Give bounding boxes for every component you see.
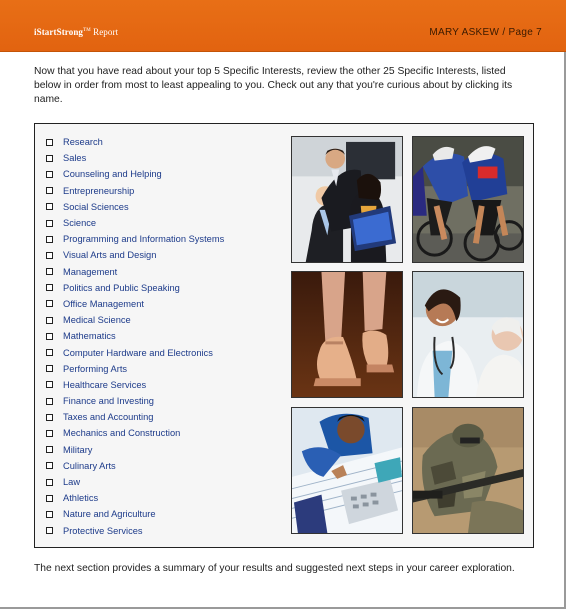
brand-name: iStartStrong (34, 27, 84, 37)
interest-link[interactable]: Law (63, 477, 81, 488)
photo-soldier (412, 407, 524, 534)
interest-item[interactable] (46, 166, 224, 182)
interest-item[interactable] (46, 328, 224, 344)
interest-link[interactable]: Visual Arts and Design (63, 250, 157, 261)
photo-business-team (291, 136, 403, 263)
checkbox-icon[interactable] (46, 187, 53, 194)
checkbox-icon[interactable] (46, 139, 53, 146)
brand-trademark: TM (83, 28, 91, 33)
interest-link[interactable]: Office Management (63, 298, 144, 309)
interest-item[interactable] (46, 393, 224, 409)
checkbox-icon[interactable] (46, 317, 53, 324)
interest-item[interactable] (46, 361, 224, 377)
interest-item[interactable] (46, 312, 224, 328)
checkbox-icon[interactable] (46, 446, 53, 453)
checkbox-icon[interactable] (46, 430, 53, 437)
interest-item[interactable] (46, 280, 224, 296)
checkbox-icon[interactable] (46, 479, 53, 486)
checkbox-icon[interactable] (46, 414, 53, 421)
interest-item[interactable] (46, 523, 224, 539)
photo-ballet-dancer (291, 271, 403, 398)
interest-item[interactable] (46, 409, 224, 425)
checkbox-icon[interactable] (46, 381, 53, 388)
photo-accountant (291, 407, 403, 534)
brand-suffix: Report (90, 27, 119, 37)
interest-link[interactable]: Computer Hardware and Electronics (63, 347, 213, 358)
header-separator: / (502, 27, 506, 38)
interest-item[interactable] (46, 506, 224, 522)
interest-item[interactable] (46, 425, 224, 441)
interest-item[interactable] (46, 296, 224, 312)
person-name: MARY ASKEW (429, 27, 500, 38)
report-header (0, 0, 566, 52)
interest-link[interactable]: Healthcare Services (63, 379, 147, 390)
checkbox-icon[interactable] (46, 398, 53, 405)
interest-link[interactable]: Entrepreneurship (63, 185, 135, 196)
interest-link[interactable]: Culinary Arts (63, 460, 116, 471)
report-brand (34, 27, 118, 37)
interest-item[interactable] (46, 377, 224, 393)
checkbox-icon[interactable] (46, 511, 53, 518)
interest-link[interactable]: Performing Arts (63, 363, 128, 374)
checkbox-icon[interactable] (46, 220, 53, 227)
interest-link[interactable]: Mathematics (63, 331, 116, 342)
interest-link[interactable]: Medical Science (63, 315, 131, 326)
interest-link[interactable]: Social Sciences (63, 201, 129, 212)
checkbox-icon[interactable] (46, 333, 53, 340)
interest-item[interactable] (46, 442, 224, 458)
checkbox-icon[interactable] (46, 495, 53, 502)
interest-item[interactable] (46, 490, 224, 506)
interest-link[interactable]: Research (63, 137, 103, 148)
checkbox-icon[interactable] (46, 203, 53, 210)
checkbox-icon[interactable] (46, 284, 53, 291)
checkbox-icon[interactable] (46, 236, 53, 243)
interest-item[interactable] (46, 247, 224, 263)
interest-item[interactable] (46, 231, 224, 247)
interest-link[interactable]: Protective Services (63, 525, 143, 536)
photo-nurse-patient (412, 271, 524, 398)
interest-item[interactable] (46, 199, 224, 215)
interest-item[interactable] (46, 134, 224, 150)
intro-text: Now that you have read about your top 5 Specific Interests, review the other 25 Specific Interests, listed below in order from most to least appealing to you. Check out any that you're curious about by clicking its name. (34, 66, 513, 105)
checkbox-icon[interactable] (46, 527, 53, 534)
footer-text: The next section provides a summary of your results and suggested next steps in your career exploration. (34, 563, 515, 574)
checkbox-icon[interactable] (46, 268, 53, 275)
interest-link[interactable]: Sales (63, 153, 87, 164)
interest-item[interactable] (46, 344, 224, 360)
interest-item[interactable] (46, 474, 224, 490)
interest-link[interactable]: Programming and Information Systems (63, 234, 225, 245)
checkbox-icon[interactable] (46, 171, 53, 178)
interest-item[interactable] (46, 458, 224, 474)
photo-cyclists (412, 136, 524, 263)
page-label (429, 27, 542, 38)
interest-link[interactable]: Nature and Agriculture (63, 509, 156, 520)
interest-link[interactable]: Management (63, 266, 118, 277)
interest-link[interactable]: Politics and Public Speaking (63, 282, 180, 293)
interest-link[interactable]: Finance and Investing (63, 396, 154, 407)
interest-link[interactable]: Science (63, 218, 97, 229)
interest-link[interactable]: Military (63, 444, 93, 455)
checkbox-icon[interactable] (46, 252, 53, 259)
interest-link[interactable]: Mechanics and Construction (63, 428, 181, 439)
checkbox-icon[interactable] (46, 155, 53, 162)
interest-link[interactable]: Counseling and Helping (63, 169, 162, 180)
checkbox-icon[interactable] (46, 365, 53, 372)
checkbox-icon[interactable] (46, 349, 53, 356)
interest-item[interactable] (46, 264, 224, 280)
interest-item[interactable] (46, 150, 224, 166)
interest-item[interactable] (46, 183, 224, 199)
checkbox-icon[interactable] (46, 300, 53, 307)
interests-list (46, 134, 224, 539)
page-number: Page 7 (508, 27, 542, 38)
interest-item[interactable] (46, 215, 224, 231)
interest-link[interactable]: Taxes and Accounting (63, 412, 154, 423)
checkbox-icon[interactable] (46, 462, 53, 469)
interest-link[interactable]: Athletics (63, 493, 99, 504)
